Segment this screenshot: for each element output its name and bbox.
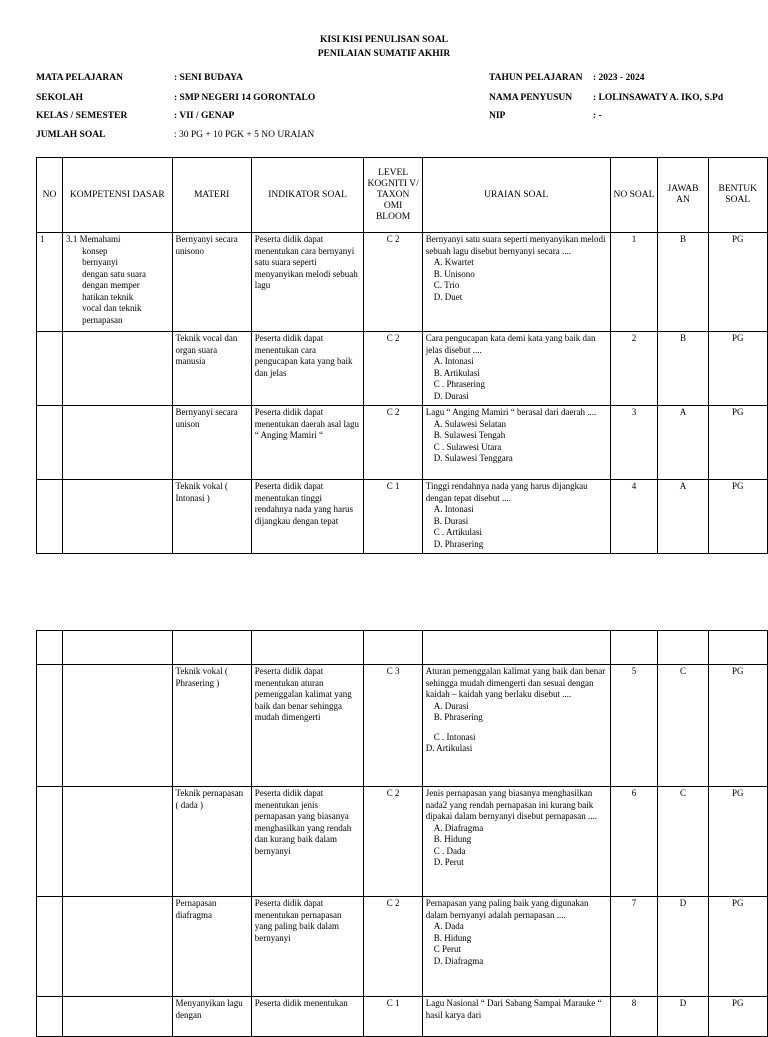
jawaban-cell: B xyxy=(658,233,708,332)
option: B. Phrasering xyxy=(433,712,483,722)
col-materi: MATERI xyxy=(172,158,251,233)
no-soal-cell: 1 xyxy=(610,233,658,332)
penyusun-value: : LOLINSAWATY A. IKO, S.Pd xyxy=(593,93,724,103)
col-bentuk-soal: BENTUK SOAL xyxy=(708,158,768,233)
sekolah-value: : SMP NEGERI 14 GORONTALO xyxy=(174,93,316,103)
no-soal-cell: 2 xyxy=(610,332,658,406)
materi-cell: Teknik vocal dan organ suara manusia xyxy=(172,332,251,406)
indikator-cell: Peserta didik dapat menentukan tinggi rendahnya nada yang harus dijangkau dengan tepat xyxy=(251,480,364,554)
option: B. Hidung xyxy=(433,932,472,943)
option: A. Intonasi xyxy=(433,504,474,514)
question-stem: Pernapasan yang paling baik yang digunakan dalam bernyanyi adalah pernapasan .... xyxy=(425,898,589,920)
option: C . Artikulasi xyxy=(433,527,483,537)
kisi-table-continued xyxy=(36,630,768,1037)
option: B. Sulawesi Tengah xyxy=(433,430,506,440)
bentuk-cell: PG xyxy=(708,787,768,897)
option: D. Duet xyxy=(433,291,463,302)
question-stem: Aturan pemenggalan kalimat yang baik dan benar sehingga mudah dimengerti dan sesuai dengan kaidah – kaidah yang berlaku disebut .... xyxy=(425,666,606,699)
bentuk-cell: PG xyxy=(708,480,768,554)
option: A. Diafragma xyxy=(433,822,484,833)
kd-line: dengan satu suara xyxy=(82,268,147,279)
option: C . Intonasi xyxy=(433,731,476,742)
materi-cell: Bernyanyi secara unisono xyxy=(172,233,251,332)
uraian-cell xyxy=(422,332,610,406)
level-cell: C 2 xyxy=(364,406,422,480)
materi-cell: Bernyanyi secara unison xyxy=(172,406,251,480)
option: D. Artikulasi xyxy=(425,743,473,753)
tahun-value: : 2023 - 2024 xyxy=(593,73,645,83)
jawaban-cell: C xyxy=(658,787,708,897)
question-stem: Tinggi rendahnya nada yang harus dijangkau dengan tepat disebut .... xyxy=(425,481,588,503)
row-number: 1 xyxy=(37,233,63,332)
col-jawaban: JAWAB AN xyxy=(658,158,708,233)
jawaban-cell: D xyxy=(658,997,708,1037)
option: C . Phrasering xyxy=(433,379,486,389)
materi-cell: Menyanyikan lagu dengan xyxy=(172,997,251,1037)
bentuk-cell: PG xyxy=(708,332,768,406)
table-row xyxy=(37,997,768,1037)
option: B. Durasi xyxy=(433,515,469,526)
bentuk-cell: PG xyxy=(708,897,768,997)
level-cell: C 1 xyxy=(364,997,422,1037)
mata-pelajaran-value: : SENI BUDAYA xyxy=(174,73,243,83)
indikator-cell: Peserta didik dapat menentukan pernapasan yang paling baik dalam bernyanyi xyxy=(251,897,364,997)
sekolah-label: SEKOLAH xyxy=(36,93,83,103)
indikator-cell: Peserta didik dapat menentukan jenis pernapasan yang biasanya menghasilkan yang rendah dan kurang baik dalam bernyanyi xyxy=(251,787,364,897)
no-soal-cell: 6 xyxy=(610,787,658,897)
option: B. Unisono xyxy=(433,268,475,279)
bentuk-cell: PG xyxy=(708,997,768,1037)
nip-value: : - xyxy=(593,111,602,121)
kd-line: pernapasan xyxy=(82,314,123,325)
uraian-cell xyxy=(422,787,610,897)
option: C Perut xyxy=(433,944,462,954)
jawaban-cell: B xyxy=(658,332,708,406)
table-row xyxy=(37,787,768,897)
uraian-cell xyxy=(422,997,610,1037)
col-uraian-soal: URAIAN SOAL xyxy=(422,158,610,233)
table-row xyxy=(37,233,768,332)
indikator-cell: Peserta didik menentukan xyxy=(251,997,364,1037)
kompetensi-dasar-cell xyxy=(63,233,172,332)
option: D. Phrasering xyxy=(433,538,484,549)
uraian-cell xyxy=(422,406,610,480)
kd-line: hatikan teknik xyxy=(82,291,134,302)
option: C . Sulawesi Utara xyxy=(433,441,502,452)
indikator-cell: Peserta didik dapat menentukan daerah asal lagu “ Anging Mamiri “ xyxy=(251,406,364,480)
option: A. Kwartet xyxy=(433,257,474,267)
col-no-soal: NO SOAL xyxy=(610,158,658,233)
jawaban-cell: C xyxy=(658,665,708,787)
jawaban-cell: D xyxy=(658,897,708,997)
option: C. Trio xyxy=(433,280,460,290)
uraian-cell xyxy=(422,897,610,997)
kd-code: 3.1 Memahami xyxy=(66,234,121,244)
indikator-cell: Peserta didik dapat menentukan cara pengucapan kata yang baik dan jelas xyxy=(251,332,364,406)
table-row xyxy=(37,406,768,480)
question-stem: Bernyanyi satu suara seperti menyanyikan melodi sebuah lagu disebut bernyanyi secara .... xyxy=(425,234,606,256)
level-cell: C 2 xyxy=(364,897,422,997)
uraian-cell xyxy=(422,665,610,787)
option: B. Artikulasi xyxy=(433,367,480,378)
mata-pelajaran-label: MATA PELAJARAN xyxy=(36,73,123,83)
table-row xyxy=(37,897,768,997)
bentuk-cell: PG xyxy=(708,233,768,332)
indikator-cell: Peserta didik dapat menentukan aturan pemenggalan kalimat yang baik dan benar sehingga mudah dimengerti xyxy=(251,665,364,787)
nip-label: NIP xyxy=(489,111,506,121)
option: C . Dada xyxy=(433,845,466,856)
level-cell: C 2 xyxy=(364,332,422,406)
level-cell: C 3 xyxy=(364,665,422,787)
page-subtitle: PENILAIAN SUMATIF AKHIR xyxy=(317,49,451,59)
question-stem: Lagu Nasional “ Dari Sabang Sampai Marauke “ hasil karya dari xyxy=(425,998,602,1020)
bentuk-cell: PG xyxy=(708,665,768,787)
option: A. Sulawesi Selatan xyxy=(433,418,507,429)
kd-line: vocal dan teknik xyxy=(82,303,142,313)
option: D. Durasi xyxy=(433,390,469,401)
col-no: NO xyxy=(37,158,63,233)
no-soal-cell: 4 xyxy=(610,480,658,554)
table-header-row-empty xyxy=(37,631,768,665)
materi-cell: Teknik vokal ( Phrasering ) xyxy=(172,665,251,787)
jawaban-cell: A xyxy=(658,406,708,480)
option: D. Diafragma xyxy=(433,955,484,966)
no-soal-cell: 3 xyxy=(610,406,658,480)
no-soal-cell: 7 xyxy=(610,897,658,997)
col-indikator-soal: INDIKATOR SOAL xyxy=(251,158,364,233)
col-level-kognitif: LEVEL KOGNITI V/ TAXON OMI BLOOM xyxy=(364,158,422,233)
tahun-label: TAHUN PELAJARAN xyxy=(489,73,583,83)
materi-cell: Pernapasan diafragma xyxy=(172,897,251,997)
materi-cell: Teknik vokal ( Intonasi ) xyxy=(172,480,251,554)
table-row xyxy=(37,332,768,406)
level-cell: C 1 xyxy=(364,480,422,554)
uraian-cell xyxy=(422,233,610,332)
jumlah-value: : 30 PG + 10 PGK + 5 NO URAIAN xyxy=(174,130,315,140)
indikator-cell: Peserta didik dapat menentukan cara bernyanyi satu suara seperti menyanyikan melodi sebuah lagu xyxy=(251,233,364,332)
question-stem: Jenis pernapasan yang biasanya menghasilkan nada2 yang rendah pernapasan ini kurang baik dipakai dalam bernyanyi disebut pernapasan .... xyxy=(425,788,597,821)
table-row xyxy=(37,480,768,554)
question-stem: Cara pengucapan kata demi kata yang baik dan jelas disebut .... xyxy=(425,333,596,355)
option: A. Intonasi xyxy=(433,356,474,366)
kelas-value: : VII / GENAP xyxy=(174,111,235,121)
bentuk-cell: PG xyxy=(708,406,768,480)
kd-line: bernyanyi xyxy=(82,257,119,267)
option: A. Durasi xyxy=(433,700,469,711)
table-row xyxy=(37,665,768,787)
kd-line: dengan memper xyxy=(82,280,140,290)
kelas-label: KELAS / SEMESTER xyxy=(36,111,128,121)
option: A. Dada xyxy=(433,921,464,931)
level-cell: C 2 xyxy=(364,233,422,332)
table-header-row xyxy=(37,158,768,233)
level-cell: C 2 xyxy=(364,787,422,897)
question-stem: Lagu “ Anging Mamiri “ berasal dari daerah .... xyxy=(425,407,597,417)
no-soal-cell: 8 xyxy=(610,997,658,1037)
page-title: KISI KISI PENULISAN SOAL xyxy=(319,35,449,45)
option: B. Hidung xyxy=(433,834,472,844)
materi-cell: Teknik pernapasan ( dada ) xyxy=(172,787,251,897)
col-kompetensi-dasar: KOMPETENSI DASAR xyxy=(63,158,172,233)
uraian-cell xyxy=(422,480,610,554)
no-soal-cell: 5 xyxy=(610,665,658,787)
kisi-table xyxy=(36,157,768,554)
penyusun-label: NAMA PENYUSUN xyxy=(489,93,573,103)
option: D. Sulawesi Tenggara xyxy=(433,453,513,463)
kd-line: konsep xyxy=(82,245,108,256)
jumlah-label: JUMLAH SOAL xyxy=(36,130,106,140)
jawaban-cell: A xyxy=(658,480,708,554)
option: D. Perut xyxy=(433,857,464,867)
